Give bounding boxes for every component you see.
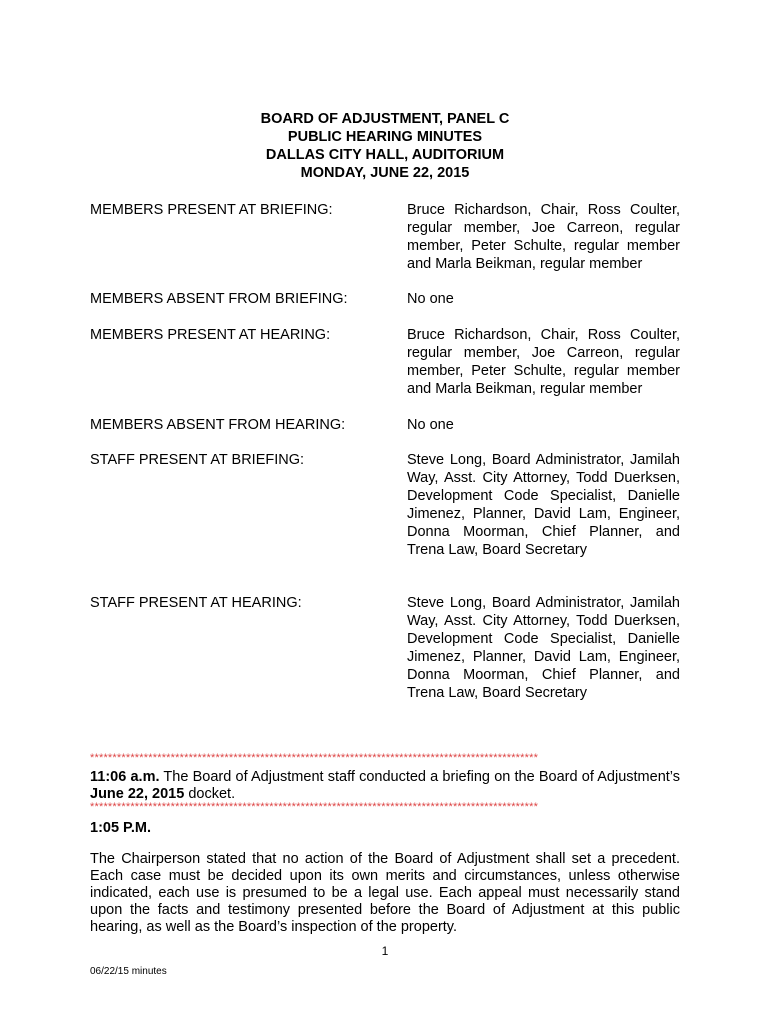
briefing-text-end: docket. bbox=[184, 786, 236, 802]
briefing-paragraph bbox=[90, 769, 680, 803]
attendance-value: No one bbox=[407, 417, 454, 433]
hearing-time: 1:05 P.M. bbox=[90, 820, 151, 836]
header-subtitle: PUBLIC HEARING MINUTES bbox=[287, 129, 483, 145]
separator-line: **************************************************************************************************** bbox=[90, 752, 539, 764]
attendance-value: Steve Long, Board Administrator, Jamilah Way, Asst. City Attorney, Todd Duerksen, Development Code Specialist, Danielle Jimenez, Planner, David Lam, Engineer, Donna Moorman, Chief Planner, and Trena Law, Board Secretary bbox=[407, 452, 680, 558]
attendance-label: MEMBERS ABSENT FROM HEARING: bbox=[90, 417, 346, 433]
page-footer: 06/22/15 minutes bbox=[90, 966, 167, 977]
attendance-value: No one bbox=[407, 291, 454, 307]
briefing-date: June 22, 2015 bbox=[90, 786, 185, 802]
document-header bbox=[0, 110, 770, 182]
header-date: MONDAY, JUNE 22, 2015 bbox=[300, 165, 470, 181]
separator-line: **************************************************************************************************** bbox=[90, 801, 539, 813]
briefing-text: The Board of Adjustment staff conducted a briefing on the Board of Adjustment’s bbox=[159, 769, 680, 785]
attendance-label: STAFF PRESENT AT HEARING: bbox=[90, 595, 302, 611]
header-location: DALLAS CITY HALL, AUDITORIUM bbox=[265, 147, 505, 163]
attendance-label: MEMBERS PRESENT AT HEARING: bbox=[90, 327, 331, 343]
header-title: BOARD OF ADJUSTMENT, PANEL C bbox=[260, 111, 510, 127]
attendance-value: Bruce Richardson, Chair, Ross Coulter, regular member, Joe Carreon, regular member, Peter Schulte, regular member and Marla Beikman, regular member bbox=[407, 202, 680, 272]
attendance-label: MEMBERS ABSENT FROM BRIEFING: bbox=[90, 291, 348, 307]
attendance-value: Steve Long, Board Administrator, Jamilah Way, Asst. City Attorney, Todd Duerksen, Development Code Specialist, Danielle Jimenez, Planner, David Lam, Engineer, Donna Moorman, Chief Planner, and Trena Law, Board Secretary bbox=[407, 595, 680, 701]
attendance-label: STAFF PRESENT AT BRIEFING: bbox=[90, 452, 305, 468]
chairperson-statement: The Chairperson stated that no action of the Board of Adjustment shall set a precedent. Each case must be decided upon its own merits and circumstances, unless otherwise indicated, each use is presumed to be a legal use. Each appeal must necessarily stand upon the facts and testimony presented before the Board of Adjustment at this public hearing, as well as the Board’s inspection of the property. bbox=[90, 851, 680, 935]
attendance-value: Bruce Richardson, Chair, Ross Coulter, regular member, Joe Carreon, regular member, Peter Schulte, regular member and Marla Beikman, regular member bbox=[407, 327, 680, 397]
page-number: 1 bbox=[381, 944, 389, 958]
attendance-label: MEMBERS PRESENT AT BRIEFING: bbox=[90, 202, 333, 218]
briefing-time: 11:06 a.m. bbox=[90, 769, 160, 785]
